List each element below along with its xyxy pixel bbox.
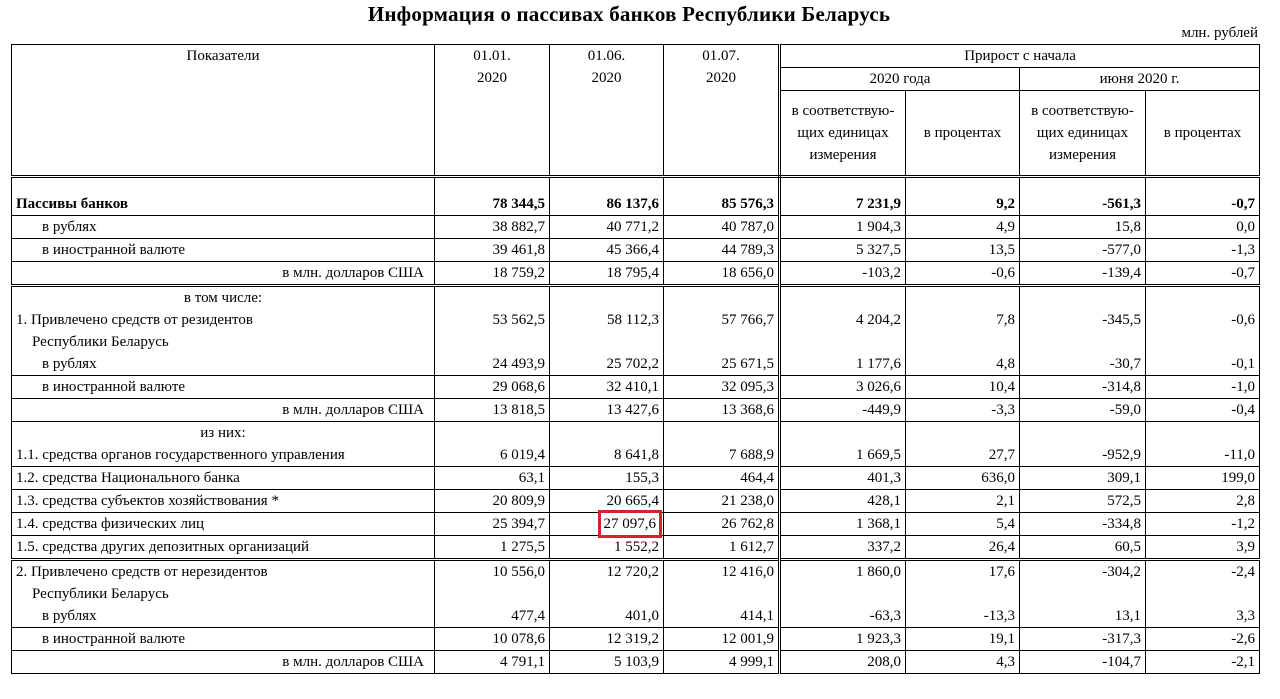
highlighted-value: 27 097,6 — [601, 513, 660, 535]
cell-value: 4,3 — [906, 651, 1020, 674]
cell-value: 401,3 — [780, 467, 906, 490]
cell-value: -0,6 — [906, 262, 1020, 286]
cell-value: 4,9 — [906, 216, 1020, 239]
cell-value: -314,8 — [1020, 376, 1146, 399]
header-indicators: Показатели — [12, 45, 435, 177]
cell-value: 2,1 — [906, 490, 1020, 513]
cell-value: 6 019,4 — [435, 444, 550, 467]
cell-value: 13,5 — [906, 239, 1020, 262]
row-label: в млн. долларов США — [12, 399, 435, 422]
row-label: в иностранной валюте — [12, 239, 435, 262]
cell-value: 208,0 — [780, 651, 906, 674]
cell-value: 86 137,6 — [550, 177, 664, 216]
header-period-1: 2020 года — [780, 68, 1020, 91]
row-label: 1.2. средства Национального банка — [12, 467, 435, 490]
cell-value: 26 762,8 — [664, 513, 780, 536]
cell-value: -139,4 — [1020, 262, 1146, 286]
cell-value: 1 612,7 — [664, 536, 780, 560]
cell-value: -577,0 — [1020, 239, 1146, 262]
cell-value: 4 204,2 — [780, 309, 906, 353]
cell-value: 4 791,1 — [435, 651, 550, 674]
cell-value: 3,3 — [1146, 605, 1260, 628]
cell-value: 155,3 — [550, 467, 664, 490]
row-label: в иностранной валюте — [12, 628, 435, 651]
cell-value: 21 238,0 — [664, 490, 780, 513]
cell-value: -334,8 — [1020, 513, 1146, 536]
cell-value — [906, 422, 1020, 445]
cell-value: 40 771,2 — [550, 216, 664, 239]
cell-value: 44 789,3 — [664, 239, 780, 262]
cell-value: 7 688,9 — [664, 444, 780, 467]
cell-value: 13,1 — [1020, 605, 1146, 628]
cell-value: 29 068,6 — [435, 376, 550, 399]
cell-value: 40 787,0 — [664, 216, 780, 239]
cell-value: 38 882,7 — [435, 216, 550, 239]
page-title: Информация о пассивах банков Республики Беларусь — [367, 2, 891, 26]
table-row — [12, 286, 1260, 310]
liabilities-table — [11, 44, 1260, 674]
cell-value: 1 904,3 — [780, 216, 906, 239]
header-abs-1: в соответствую- щих единицах измерения — [780, 91, 906, 177]
cell-value: 57 766,7 — [664, 309, 780, 353]
cell-value: -952,9 — [1020, 444, 1146, 467]
header-abs-2: в соответствую- щих единицах измерения — [1020, 91, 1146, 177]
cell-value: 309,1 — [1020, 467, 1146, 490]
cell-value: 4 999,1 — [664, 651, 780, 674]
table-row — [12, 262, 1260, 286]
cell-value — [780, 286, 906, 310]
table-row — [12, 467, 1260, 490]
cell-value — [906, 286, 1020, 310]
cell-value: 39 461,8 — [435, 239, 550, 262]
header-growth: Прирост с начала — [780, 45, 1260, 68]
cell-value — [550, 422, 664, 445]
cell-value: 12 416,0 — [664, 560, 780, 606]
cell-value: 3,9 — [1146, 536, 1260, 560]
cell-value: 477,4 — [435, 605, 550, 628]
row-label: в том числе: — [12, 286, 435, 310]
cell-value: -0,7 — [1146, 262, 1260, 286]
table-row — [12, 399, 1260, 422]
cell-value: 7 231,9 — [780, 177, 906, 216]
cell-value: 63,1 — [435, 467, 550, 490]
cell-value: 1 368,1 — [780, 513, 906, 536]
cell-value: -2,4 — [1146, 560, 1260, 606]
cell-value: -0,7 — [1146, 177, 1260, 216]
cell-value: -0,4 — [1146, 399, 1260, 422]
cell-value: 1 177,6 — [780, 353, 906, 376]
cell-value: 32 410,1 — [550, 376, 664, 399]
cell-value: 20 665,4 — [550, 490, 664, 513]
table-row — [12, 490, 1260, 513]
cell-value: -345,5 — [1020, 309, 1146, 353]
cell-value: -1,2 — [1146, 513, 1260, 536]
cell-value: 10 078,6 — [435, 628, 550, 651]
cell-value: 572,5 — [1020, 490, 1146, 513]
cell-value: 53 562,5 — [435, 309, 550, 353]
row-label: Пассивы банков — [12, 177, 435, 216]
cell-value: 24 493,9 — [435, 353, 550, 376]
row-label: 1. Привлечено средств от резидентов Республики Беларусь — [12, 309, 435, 353]
cell-value: 13 818,5 — [435, 399, 550, 422]
cell-value: 0,0 — [1146, 216, 1260, 239]
row-label: в рублях — [12, 353, 435, 376]
cell-value — [435, 422, 550, 445]
row-label: в млн. долларов США — [12, 651, 435, 674]
cell-value — [1146, 422, 1260, 445]
cell-value: -1,3 — [1146, 239, 1260, 262]
table-row — [12, 605, 1260, 628]
cell-value: 1 669,5 — [780, 444, 906, 467]
table-row — [12, 309, 1260, 353]
cell-value: 12 720,2 — [550, 560, 664, 606]
row-label: из них: — [12, 422, 435, 445]
cell-value — [1146, 286, 1260, 310]
cell-value: 25 702,2 — [550, 353, 664, 376]
cell-value: 3 026,6 — [780, 376, 906, 399]
cell-value: -63,3 — [780, 605, 906, 628]
cell-value: 18 656,0 — [664, 262, 780, 286]
unit-label: млн. рублей — [1181, 25, 1258, 41]
cell-value: -304,2 — [1020, 560, 1146, 606]
cell-value: 428,1 — [780, 490, 906, 513]
cell-value — [664, 422, 780, 445]
cell-value: -30,7 — [1020, 353, 1146, 376]
table-row — [12, 239, 1260, 262]
table-row — [12, 376, 1260, 399]
cell-value: 12 319,2 — [550, 628, 664, 651]
cell-value — [1020, 422, 1146, 445]
cell-value: 58 112,3 — [550, 309, 664, 353]
cell-value — [550, 513, 664, 536]
cell-value: 401,0 — [550, 605, 664, 628]
cell-value: 26,4 — [906, 536, 1020, 560]
cell-value: 15,8 — [1020, 216, 1146, 239]
cell-value: 10,4 — [906, 376, 1020, 399]
header-pct-1: в процентах — [906, 91, 1020, 177]
cell-value: 32 095,3 — [664, 376, 780, 399]
header-period-2: июня 2020 г. — [1020, 68, 1260, 91]
row-label: в иностранной валюте — [12, 376, 435, 399]
cell-value: -317,3 — [1020, 628, 1146, 651]
cell-value: 27,7 — [906, 444, 1020, 467]
cell-value: 60,5 — [1020, 536, 1146, 560]
cell-value: 13 427,6 — [550, 399, 664, 422]
header-pct-2: в процентах — [1146, 91, 1260, 177]
cell-value: 13 368,6 — [664, 399, 780, 422]
cell-value: 1 860,0 — [780, 560, 906, 606]
cell-value: -11,0 — [1146, 444, 1260, 467]
header-date-1: 01.01. 2020 — [435, 45, 550, 177]
cell-value: -2,6 — [1146, 628, 1260, 651]
cell-value: -561,3 — [1020, 177, 1146, 216]
cell-value: 1 275,5 — [435, 536, 550, 560]
cell-value: 636,0 — [906, 467, 1020, 490]
cell-value: 19,1 — [906, 628, 1020, 651]
cell-value: -3,3 — [906, 399, 1020, 422]
cell-value — [550, 286, 664, 310]
cell-value: 10 556,0 — [435, 560, 550, 606]
cell-value: 25 671,5 — [664, 353, 780, 376]
table-row — [12, 444, 1260, 467]
cell-value: 5,4 — [906, 513, 1020, 536]
row-label: в рублях — [12, 216, 435, 239]
cell-value: -0,6 — [1146, 309, 1260, 353]
cell-value: 17,6 — [906, 560, 1020, 606]
cell-value: -0,1 — [1146, 353, 1260, 376]
cell-value: -59,0 — [1020, 399, 1146, 422]
cell-value — [1020, 286, 1146, 310]
cell-value: 18 795,4 — [550, 262, 664, 286]
cell-value: 45 366,4 — [550, 239, 664, 262]
cell-value: 5 103,9 — [550, 651, 664, 674]
row-label: 1.4. средства физических лиц — [12, 513, 435, 536]
cell-value: 7,8 — [906, 309, 1020, 353]
table-row — [12, 560, 1260, 606]
cell-value: 464,4 — [664, 467, 780, 490]
cell-value: 414,1 — [664, 605, 780, 628]
cell-value: -2,1 — [1146, 651, 1260, 674]
cell-value: 25 394,7 — [435, 513, 550, 536]
cell-value: 18 759,2 — [435, 262, 550, 286]
table-row — [12, 177, 1260, 216]
cell-value — [435, 286, 550, 310]
cell-value: 85 576,3 — [664, 177, 780, 216]
row-label: 1.3. средства субъектов хозяйствования * — [12, 490, 435, 513]
table-row — [12, 536, 1260, 560]
cell-value: 9,2 — [906, 177, 1020, 216]
cell-value: 5 327,5 — [780, 239, 906, 262]
cell-value: 8 641,8 — [550, 444, 664, 467]
cell-value: 78 344,5 — [435, 177, 550, 216]
cell-value: -104,7 — [1020, 651, 1146, 674]
cell-value: -13,3 — [906, 605, 1020, 628]
row-label: 2. Привлечено средств от нерезидентов Республики Беларусь — [12, 560, 435, 606]
table-row — [12, 651, 1260, 674]
cell-value: -103,2 — [780, 262, 906, 286]
cell-value: 20 809,9 — [435, 490, 550, 513]
cell-value: 2,8 — [1146, 490, 1260, 513]
cell-value: -449,9 — [780, 399, 906, 422]
row-label: 1.5. средства других депозитных организаций — [12, 536, 435, 560]
cell-value — [780, 422, 906, 445]
cell-value: 1 552,2 — [550, 536, 664, 560]
cell-value: 199,0 — [1146, 467, 1260, 490]
header-date-3: 01.07. 2020 — [664, 45, 780, 177]
header-date-2: 01.06. 2020 — [550, 45, 664, 177]
row-label: в рублях — [12, 605, 435, 628]
table-row — [12, 513, 1260, 536]
row-label: 1.1. средства органов государственного управления — [12, 444, 435, 467]
table-row — [12, 216, 1260, 239]
table-row — [12, 422, 1260, 445]
row-label: в млн. долларов США — [12, 262, 435, 286]
cell-value: -1,0 — [1146, 376, 1260, 399]
cell-value — [664, 286, 780, 310]
cell-value: 1 923,3 — [780, 628, 906, 651]
table-row — [12, 628, 1260, 651]
cell-value: 4,8 — [906, 353, 1020, 376]
cell-value: 337,2 — [780, 536, 906, 560]
table-row — [12, 353, 1260, 376]
cell-value: 12 001,9 — [664, 628, 780, 651]
